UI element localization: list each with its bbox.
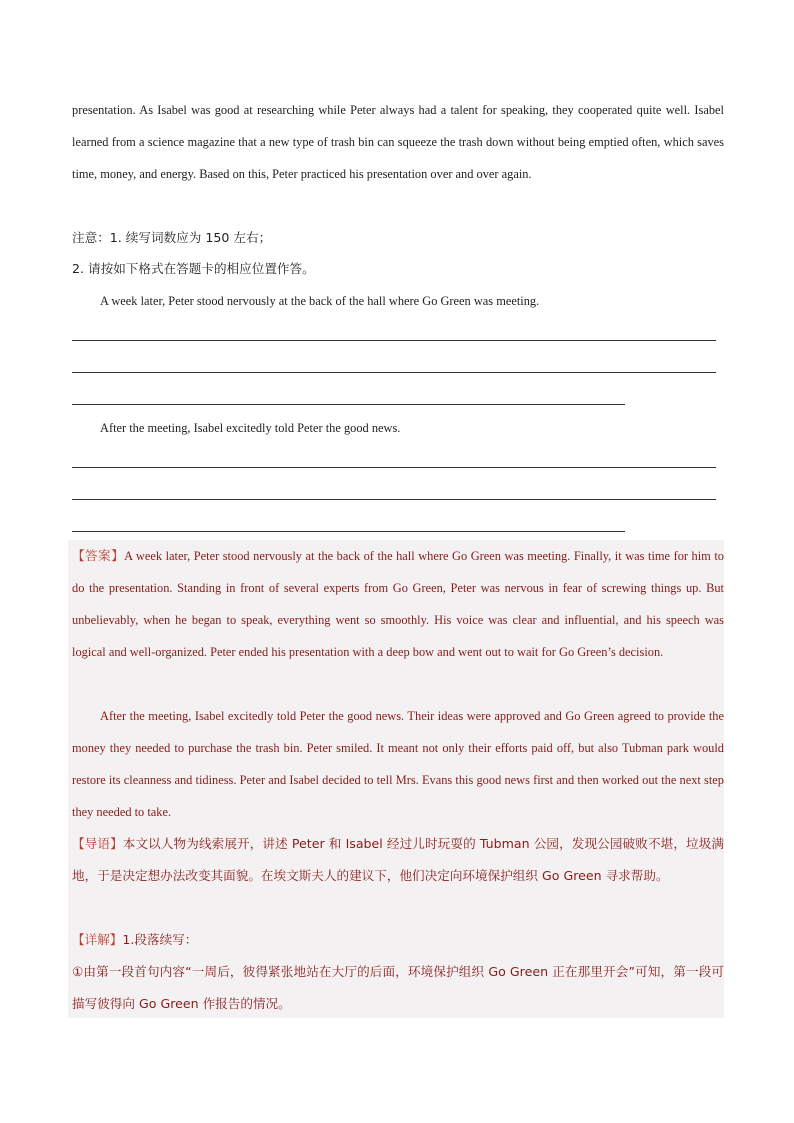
writing-line [72,499,716,500]
answer-text: A week later, Peter stood nervously at the back of the hall where Go Green was meeting. Finally, it was time for him to do the presentation. Standing in front of several experts from Go Green, Peter was nervous in fear of screwing things up. But unbelievably, when he began to speak, everything went so smoothly. His voice was clear and influential, and his speech was logical and well-organized. Peter ended his presentation with a deep bow and went out to wait for Go Green’s decision. [72,549,724,659]
story-paragraph: presentation. As Isabel was good at researching while Peter always had a talent for speaking, they cooperated quite well. Isabel learned from a science magazine that a new type of trash bin can squeeze the trash down without being emptied often, which saves time, money, and energy. Based on this, Peter practiced his presentation over and over again. [72,103,724,181]
writing-line [72,372,716,373]
detail-tag: 【详解】 [72,932,123,947]
answer-paragraph-1 [72,540,724,668]
writing-line [72,404,625,405]
answer-paragraph-2: After the meeting, Isabel excitedly told Peter the good news. Their ideas were approved and Go Green agreed to provide the money they needed to purchase the trash bin. Peter smiled. It meant not only their efforts paid off, but also Tubman park would restore its cleanness and tidiness. Peter and Isabel decided to tell Mrs. Evans this good news first and then worked out the next step they needed to take. [72,709,724,819]
guide-text: 本文以人物为线索展开，讲述 Peter 和 Isabel 经过儿时玩耍的 Tubman 公园，发现公园破败不堪，垃圾满地，于是决定想办法改变其面貌。在埃文斯夫人的建议下，他们决定向环境保护组织 Go Green 寻求帮助。 [72,836,725,883]
guide-paragraph [72,828,724,892]
continuation-prompt-1: A week later, Peter stood nervously at the back of the hall where Go Green was meeting. [100,294,540,308]
detail-point-1: ①由第一段首句内容“一周后，彼得紧张地站在大厅的后面，环境保护组织 Go Green 正在那里开会”可知，第一段可描写彼得向 Go Green 作报告的情况。 [72,964,724,1011]
detail-heading [72,924,724,956]
answer-tag: 【答案】 [72,548,125,563]
note-line-2: 2. 请按如下格式在答题卡的相应位置作答。 [72,261,315,276]
guide-tag: 【导语】 [72,836,123,851]
detail-subheading: 1.段落续写： [122,932,198,947]
continuation-prompt-2: After the meeting, Isabel excitedly told Peter the good news. [100,421,401,435]
writing-line [72,340,716,341]
writing-line [72,531,625,532]
writing-line [72,467,716,468]
note-line-1: 注意：1. 续写词数应为 150 左右； [72,230,272,245]
